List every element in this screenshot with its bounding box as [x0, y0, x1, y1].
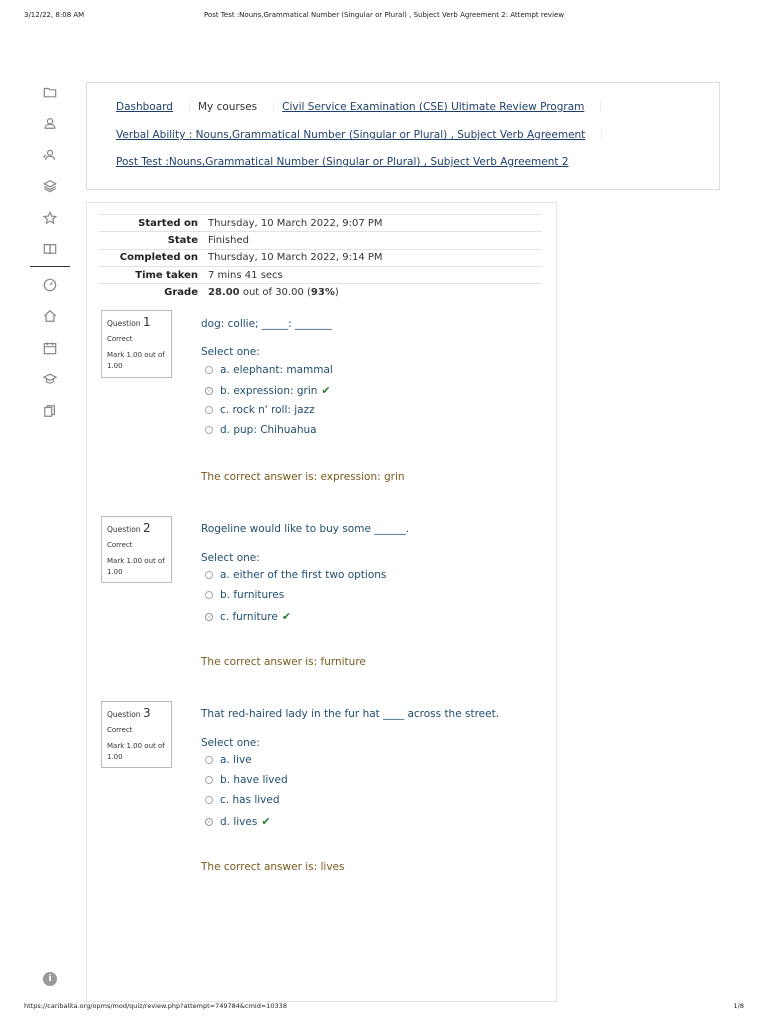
select-one-label: Select one: [201, 552, 260, 564]
grade-close: ) [334, 286, 339, 298]
radio-button[interactable] [205, 591, 213, 599]
state-value: Finished [208, 232, 542, 249]
users-icon[interactable] [30, 108, 70, 140]
grade-percent: 93% [310, 286, 335, 298]
breadcrumb-row-1 [116, 101, 609, 113]
question-info-3 [101, 701, 172, 768]
radio-button[interactable] [205, 366, 213, 374]
summary-row-completed [99, 249, 542, 266]
completed-value: Thursday, 10 March 2022, 9:14 PM [208, 249, 542, 266]
completed-label: Completed on [99, 249, 208, 266]
breadcrumb-quiz[interactable]: Post Test :Nouns,Grammatical Number (Singular or Plural) , Subject Verb Agreement 2 [116, 156, 569, 168]
book-icon[interactable] [30, 234, 70, 266]
print-url: https://caribalita.org/opms/mod/quiz/review.php?attempt=749784&cmid=10338 [24, 1002, 287, 1010]
answer-option[interactable]: c. rock n' roll: jazz [205, 404, 315, 416]
question-number: Question 3 [107, 706, 151, 720]
home-icon[interactable] [30, 301, 70, 333]
answer-option[interactable]: b. expression: grin ✔ [205, 384, 331, 397]
radio-button-selected[interactable] [205, 818, 213, 826]
folder-icon[interactable] [30, 76, 70, 108]
breadcrumb-separator [181, 101, 190, 113]
state-label: State [99, 232, 208, 249]
dashboard-gauge-icon[interactable] [30, 269, 70, 301]
select-one-label: Select one: [201, 346, 260, 358]
correct-check-icon: ✔ [261, 815, 271, 828]
correct-answer-feedback-1: The correct answer is: expression: grin [201, 471, 405, 483]
question-state: Correct [107, 541, 133, 549]
question-mark: Mark 1.00 out of 1.00 [107, 351, 165, 370]
grade-label: Grade [99, 284, 208, 301]
correct-check-icon: ✔ [281, 610, 292, 623]
print-title: Post Test :Nouns,Grammatical Number (Singular or Plural) , Subject Verb Agreement 2: Attempt review [203, 11, 565, 19]
attempt-summary [99, 214, 542, 300]
radio-button[interactable] [205, 426, 213, 434]
calendar-icon[interactable] [30, 332, 70, 364]
question-state: Correct [107, 335, 133, 343]
question-number: Question 1 [107, 315, 151, 329]
answer-option[interactable]: a. elephant: mammal [205, 364, 333, 376]
question-text-2: Rogeline would like to buy some ______. [201, 523, 410, 535]
sidebar-divider [30, 266, 70, 267]
correct-check-icon: ✔ [321, 384, 331, 397]
time-label: Time taken [99, 266, 208, 283]
breadcrumb-row-2 [116, 129, 610, 141]
graduation-cap-icon[interactable] [30, 364, 70, 396]
time-value: 7 mins 41 secs [208, 266, 542, 283]
question-state: Correct [107, 726, 133, 734]
radio-button[interactable] [205, 776, 213, 784]
answer-option[interactable]: d. pup: Chihuahua [205, 424, 317, 436]
question-info-2 [101, 516, 172, 583]
grade-score: 28.00 [208, 286, 240, 298]
breadcrumb-section[interactable]: Verbal Ability : Nouns,Grammatical Number (Singular or Plural) , Subject Verb Agreement [116, 129, 586, 141]
answer-option[interactable]: a. live [205, 754, 252, 766]
radio-button-selected[interactable] [205, 613, 213, 621]
breadcrumb-my-courses[interactable]: My courses [197, 101, 258, 113]
question-mark: Mark 1.00 out of 1.00 [107, 742, 165, 761]
print-page-number: 1/8 [733, 1002, 744, 1010]
answer-option[interactable]: a. either of the first two options [205, 569, 386, 581]
question-mark: Mark 1.00 out of 1.00 [107, 557, 165, 576]
copy-icon[interactable] [30, 395, 70, 427]
breadcrumb [86, 82, 720, 190]
answer-option[interactable]: c. furniture ✔ [205, 610, 291, 623]
summary-row-time [99, 266, 542, 283]
user-group-icon[interactable] [30, 139, 70, 171]
correct-answer-feedback-3: The correct answer is: lives [201, 861, 345, 873]
star-icon[interactable] [30, 202, 70, 234]
breadcrumb-dashboard[interactable]: Dashboard [116, 101, 173, 113]
started-label: Started on [99, 215, 208, 232]
breadcrumb-separator [593, 129, 602, 141]
breadcrumb-separator [265, 101, 274, 113]
layers-icon[interactable] [30, 171, 70, 203]
radio-button[interactable] [205, 796, 213, 804]
breadcrumb-program[interactable]: Civil Service Examination (CSE) Ultimate Review Program [282, 101, 585, 113]
grade-value [208, 284, 542, 301]
answer-option[interactable]: b. furnitures [205, 589, 284, 601]
summary-row-started [99, 215, 542, 232]
summary-row-state [99, 232, 542, 249]
correct-answer-feedback-2: The correct answer is: furniture [201, 656, 366, 668]
answer-option[interactable]: c. has lived [205, 794, 280, 806]
select-one-label: Select one: [201, 737, 260, 749]
answer-option[interactable]: b. have lived [205, 774, 288, 786]
info-icon[interactable]: i [43, 972, 57, 986]
radio-button-selected[interactable] [205, 387, 213, 395]
print-date: 3/12/22, 8:08 AM [24, 11, 85, 19]
question-number: Question 2 [107, 521, 151, 535]
question-info-1 [101, 310, 172, 378]
nav-sidebar [30, 76, 70, 427]
radio-button[interactable] [205, 756, 213, 764]
started-value: Thursday, 10 March 2022, 9:07 PM [208, 215, 542, 232]
breadcrumb-row-3 [116, 156, 569, 168]
grade-out-of: out of 30.00 ( [239, 286, 311, 298]
question-text-3: That red-haired lady in the fur hat ____ across the street. [201, 708, 500, 720]
radio-button[interactable] [205, 571, 213, 579]
question-text-1: dog: collie; _____: _______ [201, 318, 332, 330]
summary-row-grade [99, 284, 542, 301]
answer-option[interactable]: d. lives ✔ [205, 815, 271, 828]
breadcrumb-separator [592, 101, 601, 113]
radio-button[interactable] [205, 406, 213, 414]
